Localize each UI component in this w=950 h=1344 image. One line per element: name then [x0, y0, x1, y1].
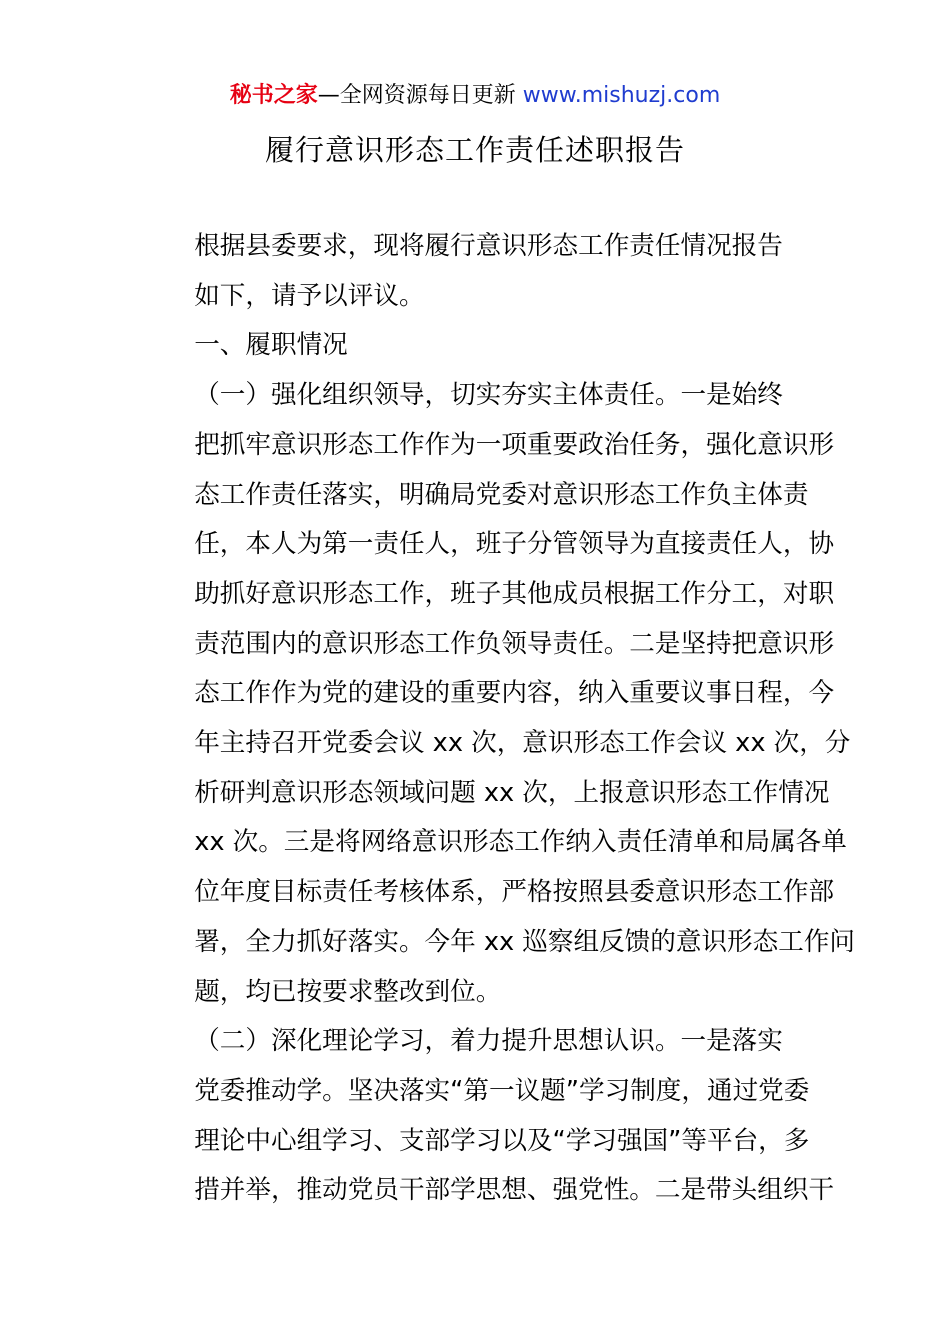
text-line: 责范围内的意识形态工作负领导责任。二是坚持把意识形 — [194, 628, 835, 659]
text-line: 根据县委要求，现将履行意识形态工作责任情况报告 — [194, 231, 783, 261]
text-line: 任，本人为第一责任人，班子分管领导为直接责任人，协 — [194, 529, 835, 560]
paragraph — [143, 1017, 835, 1216]
text-line: 位年度目标责任考核体系，严格按照县委意识形态工作部 — [194, 877, 835, 908]
text-line: 助抓好意识形态工作，班子其他成员根据工作分工，对职 — [194, 578, 835, 609]
text-line: 把抓牢意识形态工作作为一项重要政治任务，强化意识形 — [194, 429, 835, 460]
text-line: 态工作责任落实，明确局党委对意识形态工作负主体责 — [194, 479, 809, 510]
text-line: 理论中心组学习、支部学习以及“学习强国”等平台，多 — [194, 1125, 810, 1156]
header-tagline: —全网资源每日更新 — [317, 83, 516, 108]
site-header — [0, 80, 950, 112]
paragraph — [143, 222, 807, 321]
text-line: 态工作作为党的建设的重要内容，纳入重要议事日程，今 — [194, 678, 835, 709]
text-line: 措并举，推动党员干部学思想、强党性。二是带头组织干 — [194, 1175, 835, 1206]
text-line: 析研判意识形态领域问题 xx 次，上报意识形态工作情况 — [194, 777, 830, 808]
document-title: 履行意识形态工作责任述职报告 — [264, 133, 685, 167]
text-line: 题，均已按要求整改到位。 — [194, 976, 502, 1007]
site-url[interactable]: www.mishuzj.com — [522, 83, 721, 108]
text-line: （一）强化组织领导，切实夯实主体责任。一是始终 — [194, 380, 783, 411]
text-line: 党委推动学。坚决落实“第一议题”学习制度，通过党委 — [194, 1075, 810, 1106]
brand-name: 秘书之家 — [229, 83, 318, 108]
text-line: 一、履职情况 — [194, 330, 348, 361]
text-line: 年主持召开党委会议 xx 次，意识形态工作会议 xx 次，分 — [194, 728, 851, 759]
text-line: （二）深化理论学习，着力提升思想认识。一是落实 — [194, 1026, 783, 1057]
document-body — [143, 222, 856, 1216]
text-line: 如下，请予以评议。 — [194, 280, 425, 311]
text-line: 署，全力抓好落实。今年 xx 巡察组反馈的意识形态工作问 — [194, 926, 856, 957]
paragraph — [143, 371, 856, 1017]
paragraph — [143, 321, 807, 371]
text-line: xx 次。三是将网络意识形态工作纳入责任清单和局属各单 — [194, 827, 847, 858]
